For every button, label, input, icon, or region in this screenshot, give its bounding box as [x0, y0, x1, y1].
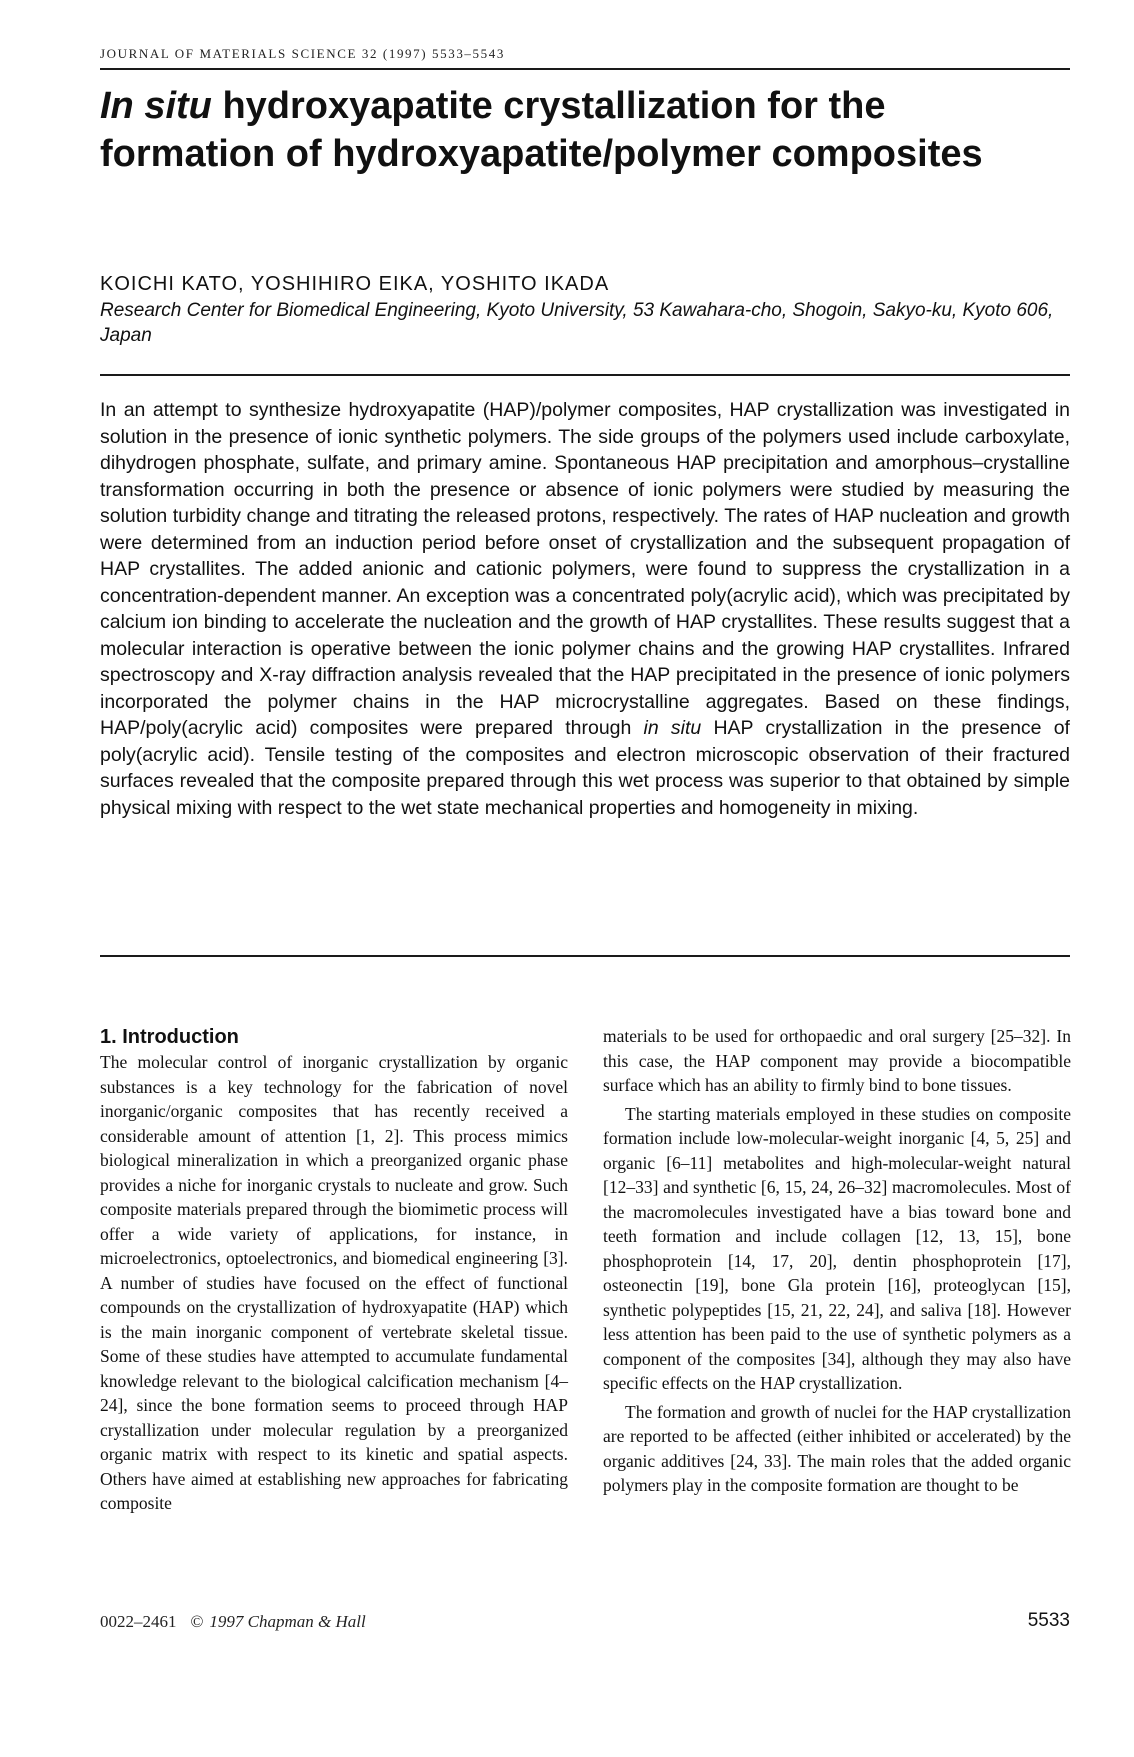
abstract-part-2: HAP crystallization in the presence of poly(acrylic acid). Tensile testing of the composites and electron microscopic observation of their fractured surfaces revealed that the composite prepared through this wet process was superior to that obtained by simple physical mixing with respect to the wet state mechanical properties and homogeneity in mixing.	[100, 717, 1070, 819]
footer-copyright	[100, 1612, 366, 1632]
abstract-italic: in situ	[643, 717, 702, 739]
abstract-top-rule	[100, 374, 1070, 376]
publisher: 1997 Chapman & Hall	[209, 1612, 366, 1631]
left-column	[100, 1024, 568, 1516]
title-rest: hydroxyapatite crystallization for the formation of hydroxyapatite/polymer composites	[100, 85, 983, 175]
running-head: JOURNAL OF MATERIALS SCIENCE 32 (1997) 5533–5543	[100, 46, 505, 61]
intro-paragraph-3: The formation and growth of nuclei for the HAP crystallization are reported to be affected (either inhibited or accelerated) by the organic additives [24, 33]. The main roles that the added organic polymers play in the composite formation are thought to be	[603, 1401, 1071, 1495]
title-italic: In situ	[100, 85, 212, 127]
section-heading-introduction: 1. Introduction	[100, 1026, 239, 1048]
page-number: 5533	[1027, 1610, 1070, 1631]
issn: 0022–2461	[100, 1612, 177, 1631]
abstract	[100, 397, 1070, 821]
right-column	[603, 1024, 1071, 1498]
author-affiliation: Research Center for Biomedical Engineering, Kyoto University, 53 Kawahara-cho, Shogoin, Sakyo-ku, Kyoto 606, Japan	[100, 300, 1054, 346]
article-title	[100, 82, 1060, 178]
intro-paragraph-1: The molecular control of inorganic crystallization by organic substances is a key technology for the fabrication of novel inorganic/organic composites that has recently received a considerable amount of attention [1, 2]. This process mimics biological mineralization in which a preorganized organic phase provides a niche for inorganic crystals to nucleate and grow. Such composite materials prepared through the biomimetic process will offer a wide variety of applications, for instance, in microelectronics, optoelectronics, and biomedical engineering [3]. A number of studies have focused on the effect of functional compounds on the crystallization of hydroxyapatite (HAP) which is the main inorganic component of vertebrate skeletal tissue. Some of these studies have attempted to accumulate fundamental knowledge relevant to the biological calcification mechanism [4–24], since the bone formation seems to proceed through HAP crystallization under molecular regulation by a preorganized organic matrix with respect to its kinetic and spatial aspects. Others have aimed at establishing new approaches for fabricating composite	[100, 1052, 568, 1513]
intro-paragraph-1-continued: materials to be used for orthopaedic and oral surgery [25–32]. In this case, the HAP component may provide a biocompatible surface which has an ability to firmly bind to bone tissues.	[603, 1026, 1071, 1095]
abstract-part-1: In an attempt to synthesize hydroxyapatite (HAP)/polymer composites, HAP crystallization was investigated in solution in the presence of ionic synthetic polymers. The side groups of the polymers used include carboxylate, dihydrogen phosphate, sulfate, and primary amine. Spontaneous HAP precipitation and amorphous–crystalline transformation occurring in both the presence or absence of ionic polymers were studied by measuring the solution turbidity change and titrating the released protons, respectively. The rates of HAP nucleation and growth were determined from an induction period before onset of crystallization and the subsequent propagation of HAP crystallites. The added anionic and cationic polymers, were found to suppress the crystallization in a concentration-dependent manner. An exception was a concentrated poly(acrylic acid), which was precipitated by calcium ion binding to accelerate the nucleation and the growth of HAP crystallites. These results suggest that a molecular interaction is operative between the ionic polymer chains and the growing HAP crystallites. Infrared spectroscopy and X-ray diffraction analysis revealed that the HAP precipitated in the presence of ionic polymers incorporated the polymer chains in the HAP microcrystalline aggregates. Based on these findings, HAP/poly(acrylic acid) composites were prepared through	[100, 399, 1070, 739]
author-list: KOICHI KATO, YOSHIHIRO EIKA, YOSHITO IKADA	[100, 273, 610, 295]
top-rule	[100, 68, 1070, 70]
abstract-bottom-rule	[100, 955, 1070, 957]
copyright-icon: ©	[190, 1612, 204, 1631]
intro-paragraph-2: The starting materials employed in these studies on composite formation include low-molecular-weight inorganic [4, 5, 25] and organic [6–11] metabolites and high-molecular-weight natural [12–33] and synthetic [6, 15, 24, 26–32] macromolecules. Most of the macromolecules investigated have a bias toward bone and teeth formation and include collagen [12, 13, 15], bone phosphoprotein [14, 17, 20], dentin phosphoprotein [17], osteonectin [19], bone Gla protein [16], proteoglycan [15], synthetic polypeptides [15, 21, 22, 24], and saliva [18]. However less attention has been paid to the use of synthetic polymers as a component of the composites [34], although they may also have specific effects on the HAP crystallization.	[603, 1103, 1071, 1393]
